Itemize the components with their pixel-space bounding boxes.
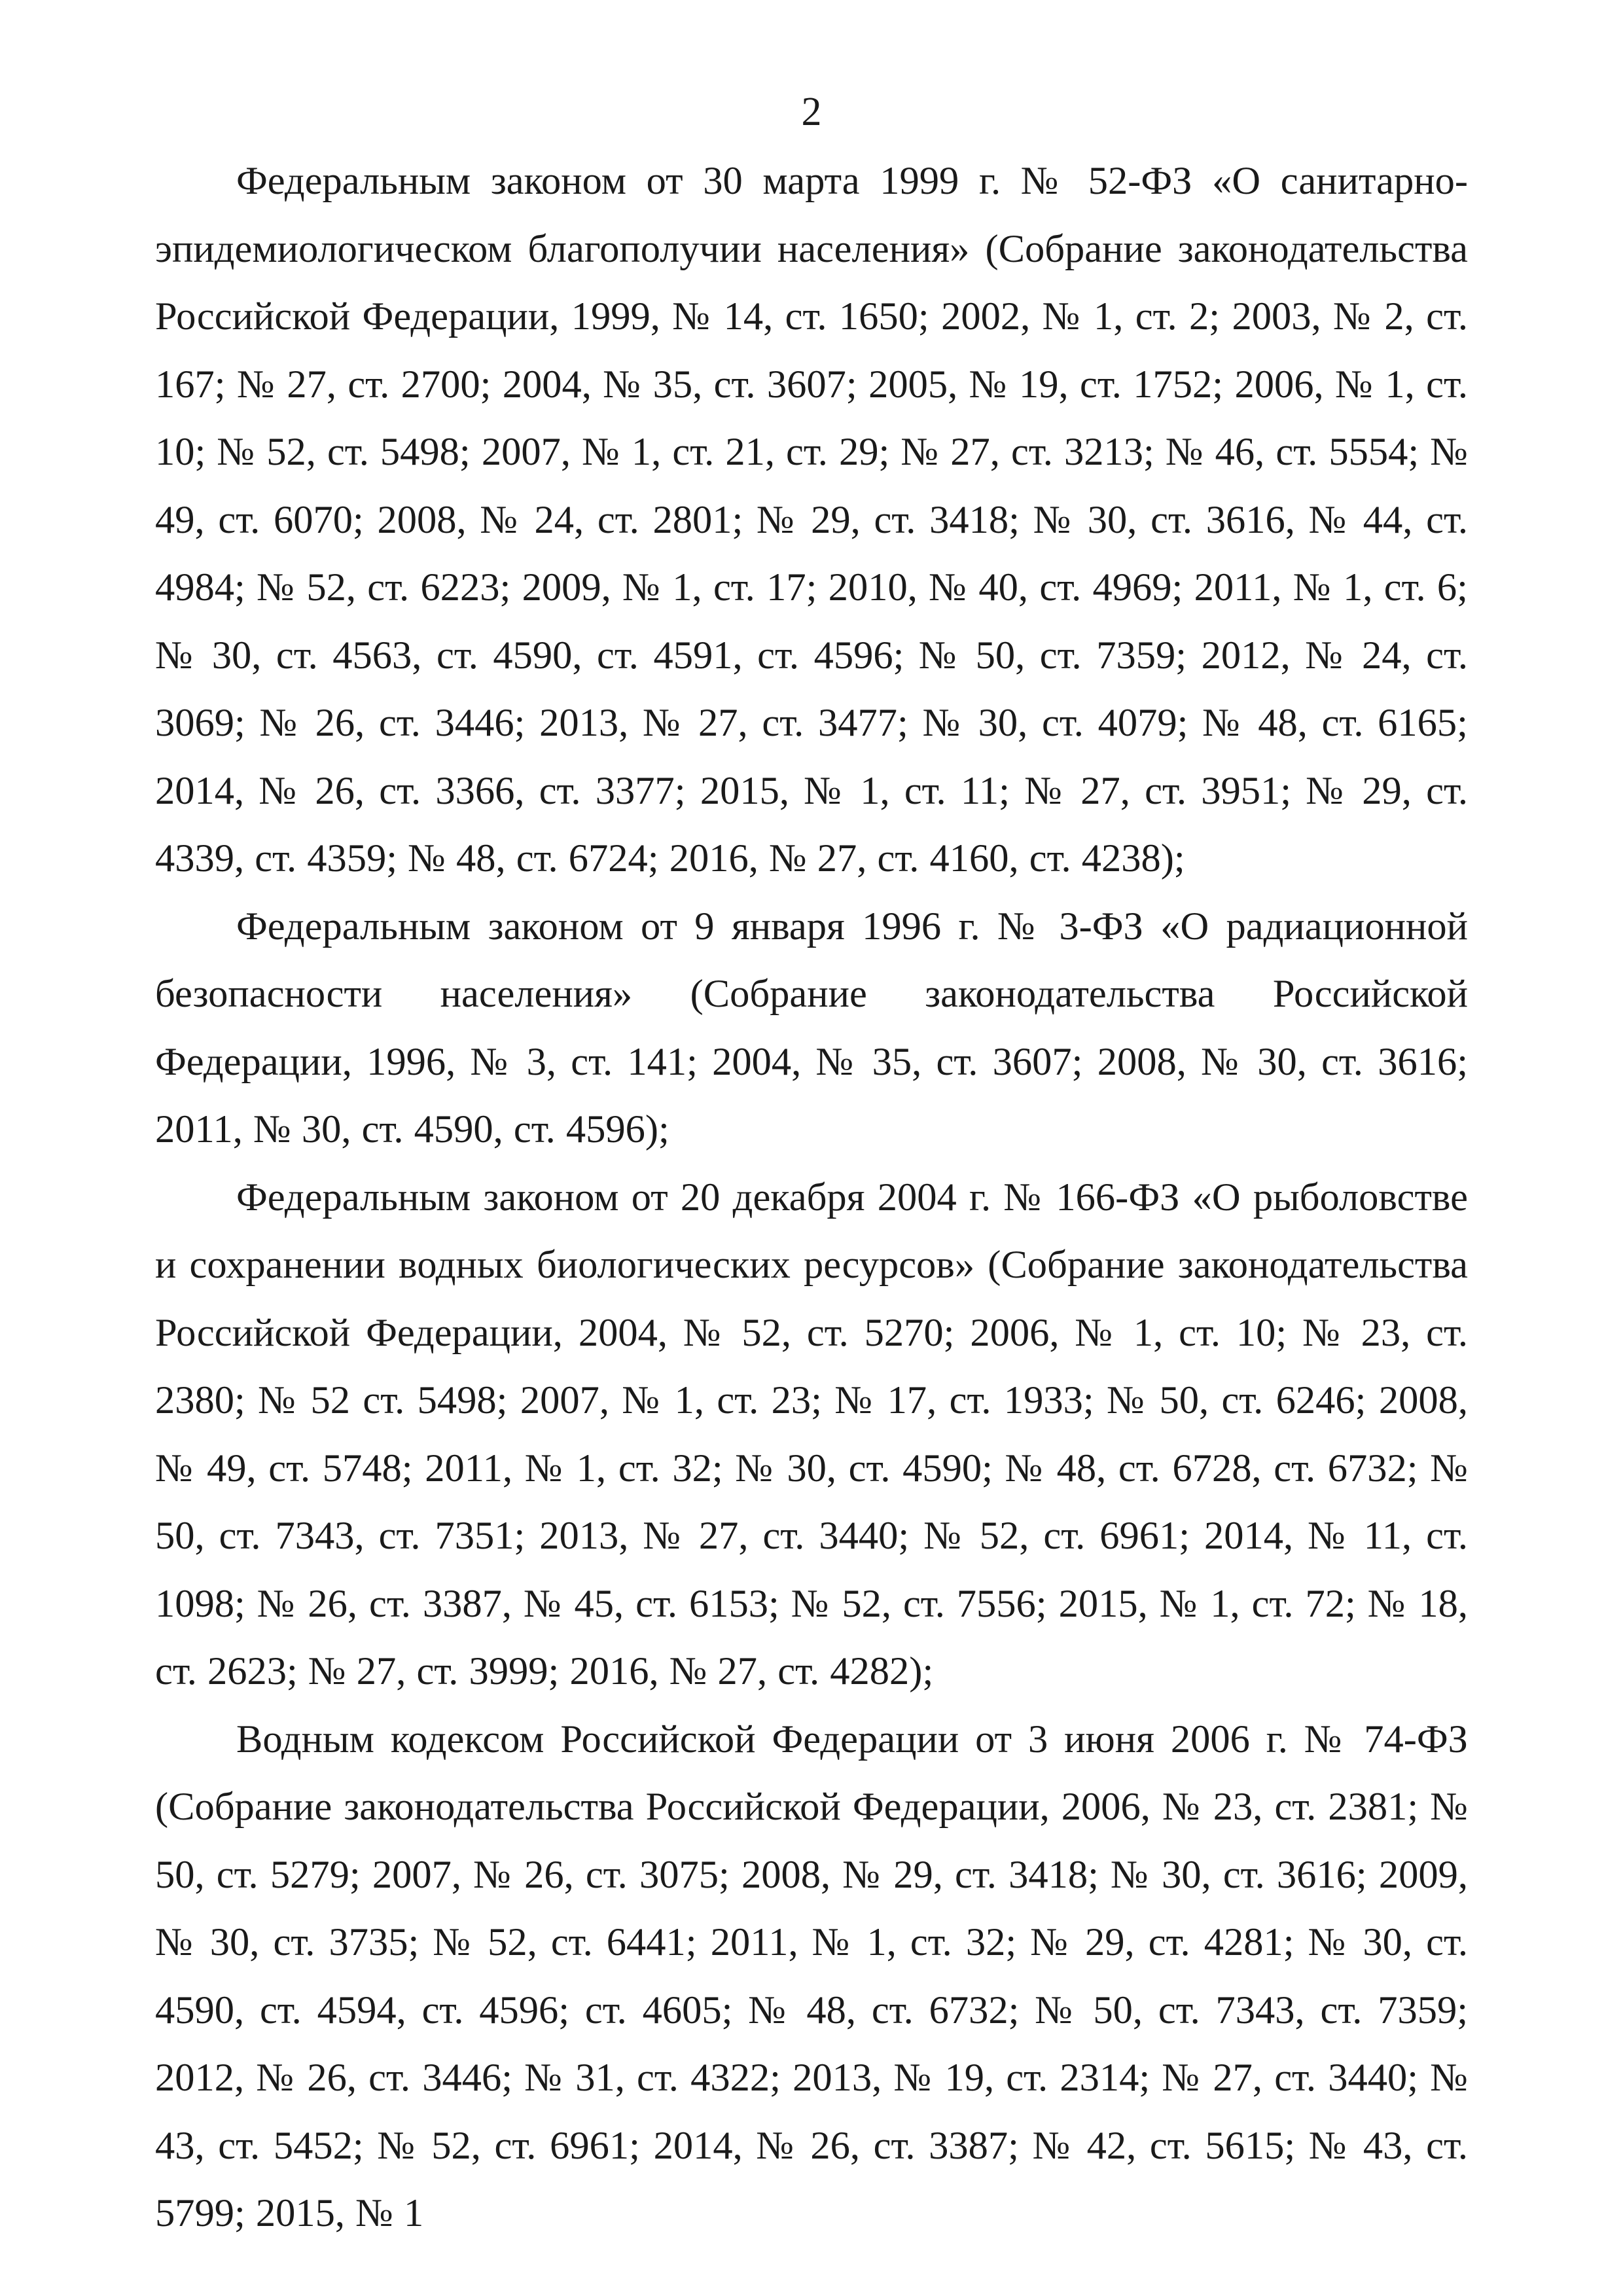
paragraph-water-code: Водным кодексом Российской Федерации от 3 июня 2006 г. № 74-ФЗ (Собрание законодательства Российской Федерации, 2006, № 23, ст. 2381; № 50, ст. 5279; 2007, № 26, ст. 3075; 2008, № 29, ст. 3418; № 30, ст. 3616; 2009, № 30, ст. 3735; № 52, ст. 6441; 2011, № 1, ст. 32; № 29, ст. 4281; № 30, ст. 4590, ст. 4594, ст. 4596; ст. 4605; № 48, ст. 6732; № 50, ст. 7343, ст. 7359; 2012, № 26, ст. 3446; № 31, ст. 4322; 2013, № 19, ст. 2314; № 27, ст. 3440; № 43, ст. 5452; № 52, ст. 6961; 2014, № 26, ст. 3387; № 42, ст. 5615; № 43, ст. 5799; 2015, № 1 bbox=[155, 1717, 1468, 2235]
paragraph-fishing-law: Федеральным законом от 20 декабря 2004 г. № 166-ФЗ «О рыболовстве и сохранении водных биологических ресурсов» (Собрание законодательства Российской Федерации, 2004, № 52, ст. 5270; 2006, № 1, ст. 10; № 23, ст. 2380; № 52 ст. 5498; 2007, № 1, ст. 23; № 17, ст. 1933; № 50, ст. 6246; 2008, № 49, ст. 5748; 2011, № 1, ст. 32; № 30, ст. 4590; № 48, ст. 6728, ст. 6732; № 50, ст. 7343, ст. 7351; 2013, № 27, ст. 3440; № 52, ст. 6961; 2014, № 11, ст. 1098; № 26, ст. 3387, № 45, ст. 6153; № 52, ст. 7556; 2015, № 1, ст. 72; № 18, ст. 2623; № 27, ст. 3999; 2016, № 27, ст. 4282); bbox=[155, 1175, 1468, 1693]
paragraph-sanitary-law: Федеральным законом от 30 марта 1999 г. № 52-ФЗ «О санитарно-эпидемиологическом благополучии населения» (Собрание законодательства Российской Федерации, 1999, № 14, ст. 1650; 2002, № 1, ст. 2; 2003, № 2, ст. 167; № 27, ст. 2700; 2004, № 35, ст. 3607; 2005, № 19, ст. 1752; 2006, № 1, ст. 10; № 52, ст. 5498; 2007, № 1, ст. 21, ст. 29; № 27, ст. 3213; № 46, ст. 5554; № 49, ст. 6070; 2008, № 24, ст. 2801; № 29, ст. 3418; № 30, ст. 3616, № 44, ст. 4984; № 52, ст. 6223; 2009, № 1, ст. 17; 2010, № 40, ст. 4969; 2011, № 1, ст. 6; № 30, ст. 4563, ст. 4590, ст. 4591, ст. 4596; № 50, ст. 7359; 2012, № 24, ст. 3069; № 26, ст. 3446; 2013, № 27, ст. 3477; № 30, ст. 4079; № 48, ст. 6165; 2014, № 26, ст. 3366, ст. 3377; 2015, № 1, ст. 11; № 27, ст. 3951; № 29, ст. 4339, ст. 4359; № 48, ст. 6724; 2016, № 27, ст. 4160, ст. 4238); bbox=[155, 159, 1468, 880]
page-number: 2 bbox=[801, 90, 822, 134]
document-body bbox=[155, 147, 1468, 2248]
paragraph-radiation-law: Федеральным законом от 9 января 1996 г. № 3-ФЗ «О радиационной безопасности населения» (Собрание законодательства Российской Федерации, 1996, № 3, ст. 141; 2004, № 35, ст. 3607; 2008, № 30, ст. 3616; 2011, № 30, ст. 4590, ст. 4596); bbox=[155, 904, 1468, 1151]
